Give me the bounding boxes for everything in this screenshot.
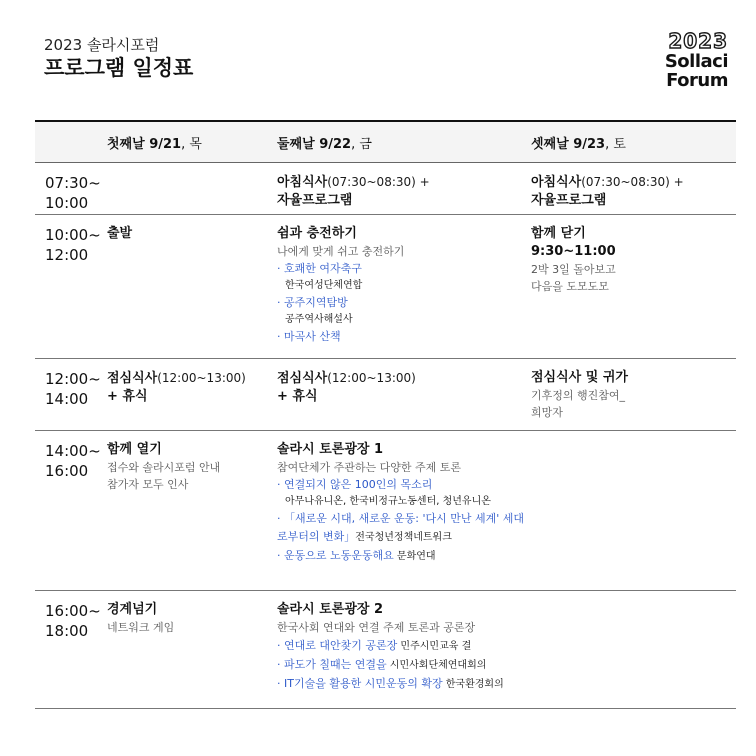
table-row xyxy=(35,359,736,431)
day2-cell: 점심식사(12:00~13:00) + 휴식 xyxy=(277,371,416,404)
program-link: · 운동으로 노동운동해요 xyxy=(277,549,394,562)
day1-cell: 점심식사(12:00~13:00) + 휴식 xyxy=(107,371,246,404)
program-link: · 연결되지 않은 100인의 목소리 xyxy=(277,478,433,491)
column-header-day2: 둘째날 9/22, 금 xyxy=(277,136,372,152)
header xyxy=(44,36,193,82)
day2-cell: 솔라시 토론광장 1 참여단체가 주관하는 다양한 주제 토론 · 연결되지 않은 100인의 목소리 아무나유니온, 한국비정규노동센터, 청년유니온 · 「새로운 시대, 새로운 운동: '다시 만난 세계' 세대 로부터의 변화」전국청년정책네트워크 · 운동으로 노동운동해요 문화연대 xyxy=(277,431,531,590)
table-row xyxy=(35,215,736,359)
logo-line2: Forum xyxy=(666,70,728,91)
page-title: 프로그램 일정표 xyxy=(44,56,194,80)
day1-cell: 경계넘기 네트워크 게임 xyxy=(107,602,175,634)
column-header-day3: 셋째날 9/23, 토 xyxy=(531,136,626,152)
day1-cell: 출발 xyxy=(107,226,133,241)
schedule-table xyxy=(35,120,736,709)
program-link: · 호쾌한 여자축구 xyxy=(277,262,362,275)
program-link: · IT기술을 활용한 시민운동의 확장 xyxy=(277,677,443,690)
day1-cell xyxy=(107,163,277,214)
day2-cell: 솔라시 토론광장 2 한국사회 연대와 연결 주제 토론과 공론장 · 연대로 대안찾기 공론장 민주시민교육 결 · 파도가 칠때는 연결을 시민사회단체연대회의 · IT기술을 활용한 시민운동의 확장 한국환경회의 xyxy=(277,602,504,690)
day2-cell: 쉼과 충전하기 나에게 맞게 쉬고 충전하기 · 호쾌한 여자축구 한국여성단체연합 · 공주지역탐방 공주역사해설사 · 마곡사 산책 xyxy=(277,215,531,358)
day1-cell: 함께 열기 접수와 솔라시포럼 안내 참가자 모두 인사 xyxy=(107,442,221,491)
day3-cell: 점심식사 및 귀가 기후정의 행진참여_ 희망자 xyxy=(531,370,628,419)
time-slot: 14:00~ 16:00 xyxy=(45,442,101,480)
logo-year: 2023 xyxy=(668,29,728,53)
program-link: · 마곡사 산책 xyxy=(277,330,341,343)
program-link: · 공주지역탐방 xyxy=(277,296,348,309)
day3-cell xyxy=(531,591,736,708)
day2-cell: 아침식사(07:30~08:30) + 자율프로그램 xyxy=(277,175,430,208)
column-header-day1: 첫째날 9/21, 목 xyxy=(107,136,202,152)
table-row xyxy=(35,431,736,591)
page-subtitle: 2023 솔라시포럼 xyxy=(44,36,160,54)
forum-logo xyxy=(628,30,728,90)
table-row xyxy=(35,591,736,709)
day3-cell: 아침식사(07:30~08:30) + 자율프로그램 xyxy=(531,175,684,208)
program-link: · 파도가 칠때는 연결을 xyxy=(277,658,387,671)
program-link: · 연대로 대안찾기 공론장 xyxy=(277,639,398,652)
time-slot: 10:00~ 12:00 xyxy=(45,226,101,264)
program-link: · 「새로운 시대, 새로운 운동: '다시 만난 세계' 세대 xyxy=(277,512,524,525)
day3-cell xyxy=(531,431,736,590)
time-slot: 12:00~ 14:00 xyxy=(45,370,101,408)
time-slot: 16:00~ 18:00 xyxy=(45,602,101,640)
day3-cell: 함께 닫기 9:30~11:00 2박 3일 돌아보고 다음을 도모도모 xyxy=(531,226,616,293)
logo-line1: Sollaci xyxy=(664,51,728,72)
table-header xyxy=(35,120,736,163)
table-row xyxy=(35,163,736,215)
time-slot: 07:30~ 10:00 xyxy=(45,174,101,212)
program-link: 로부터의 변화」 xyxy=(277,530,356,543)
